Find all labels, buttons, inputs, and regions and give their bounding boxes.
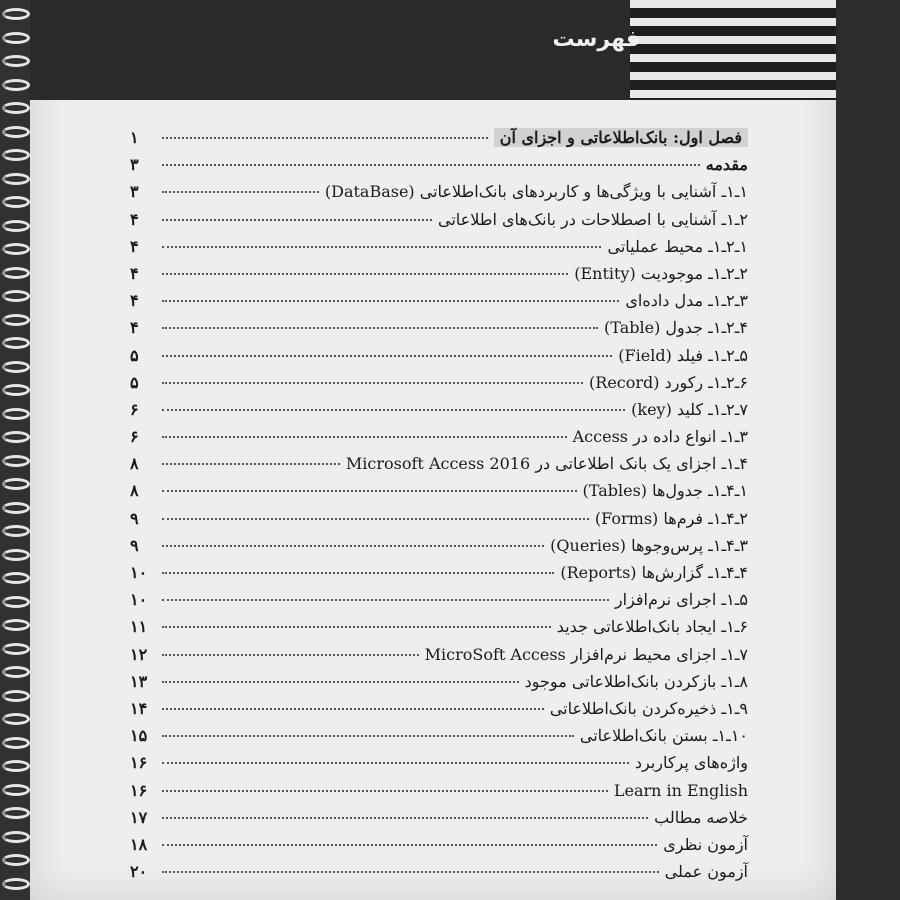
toc-entry-title: ۳ـ۴ـ۱ـ پرس‌وجوها (Queries): [550, 535, 748, 555]
toc-entry-title: ۴ـ۲ـ۱ـ جدول (Table): [604, 318, 748, 338]
dot-leader: [162, 355, 612, 357]
toc-row: [130, 781, 748, 808]
toc-page-number: ۱۶: [130, 780, 148, 800]
toc-page-number: ۱۶: [130, 753, 148, 773]
dot-leader: [162, 246, 601, 248]
header-stripes: [630, 0, 836, 100]
toc-entry-title: ۱ـ۴ـ۱ـ جدول‌ها (Tables): [582, 481, 748, 501]
binding-coil: [2, 690, 30, 702]
toc-row: [130, 835, 748, 862]
toc-page-number: ۵: [130, 372, 139, 392]
binding-coil: [2, 596, 30, 608]
toc-row: [130, 318, 748, 345]
spiral-binding: [0, 0, 34, 900]
toc-row: [130, 182, 748, 209]
dot-leader: [162, 409, 625, 411]
dot-leader: [162, 572, 554, 574]
toc-row: [130, 346, 748, 373]
toc-row: [130, 645, 748, 672]
toc-page-number: ۸: [130, 454, 139, 474]
binding-coil: [2, 384, 30, 396]
binding-coil: [2, 408, 30, 420]
toc-page-number: ۴: [130, 236, 139, 256]
dot-leader: [162, 219, 432, 221]
binding-coil: [2, 572, 30, 584]
toc-entry-title: مقدمه: [705, 155, 748, 175]
binding-coil: [2, 666, 30, 678]
dot-leader: [162, 844, 657, 846]
toc-page-number: ۱۸: [130, 834, 148, 854]
binding-coil: [2, 807, 30, 819]
toc-page-number: ۱۳: [130, 671, 148, 691]
binding-coil: [2, 173, 30, 185]
binding-coil: [2, 79, 30, 91]
toc-entry-title: ۱۰ـ۱ـ بستن بانک‌اطلاعاتی: [579, 726, 748, 746]
binding-coil: [2, 619, 30, 631]
toc-entry-title: ۲ـ۴ـ۱ـ فرم‌ها (Forms): [594, 508, 748, 528]
toc-page-number: ۶: [130, 427, 139, 447]
toc-row: [130, 699, 748, 726]
toc-entry-title: ۱ـ۲ـ۱ـ محیط عملیاتی: [607, 236, 748, 256]
toc-row: [130, 509, 748, 536]
toc-row: [130, 672, 748, 699]
binding-coil: [2, 55, 30, 67]
toc-page-number: ۱۲: [130, 644, 148, 664]
toc-page-number: ۲۰: [130, 862, 148, 882]
dot-leader: [162, 817, 648, 819]
toc-page-number: ۱۰: [130, 563, 148, 582]
toc-page-number: ۴: [130, 318, 139, 338]
toc-row: [130, 210, 748, 237]
binding-coil: [2, 196, 30, 208]
toc-entry-title: ۲ـ۲ـ۱ـ موجودیت (Entity): [574, 263, 748, 283]
toc-row: [130, 427, 748, 454]
toc-entry-title: ۵ـ۱ـ اجرای نرم‌افزار: [614, 590, 748, 610]
table-of-contents: [130, 128, 748, 889]
binding-coil: [2, 361, 30, 373]
binding-coil: [2, 126, 30, 138]
binding-coil: [2, 713, 30, 725]
dot-leader: [162, 871, 659, 873]
toc-entry-title: ۳ـ۱ـ انواع داده در Access: [572, 427, 748, 447]
binding-coil: [2, 267, 30, 279]
header-band: [30, 0, 836, 100]
dot-leader: [162, 191, 319, 193]
binding-coil: [2, 854, 30, 866]
toc-page-number: ۴: [130, 291, 139, 311]
dot-leader: [162, 708, 544, 710]
binding-coil: [2, 760, 30, 772]
toc-entry-title: ۷ـ۱ـ اجزای محیط نرم‌افزار MicroSoft Access: [424, 644, 748, 664]
dot-leader: [162, 626, 551, 628]
dot-leader: [162, 599, 609, 601]
toc-row: [130, 454, 748, 481]
dot-leader: [162, 300, 619, 302]
toc-row: [130, 563, 748, 590]
toc-page-number: ۱۷: [130, 807, 148, 827]
dot-leader: [162, 654, 419, 656]
toc-entry-title: ۸ـ۱ـ بازکردن بانک‌اطلاعاتی موجود: [524, 671, 748, 691]
binding-coil: [2, 32, 30, 44]
toc-entry-title: ۴ـ۴ـ۱ـ گزارش‌ها (Reports): [560, 563, 748, 582]
toc-row: [130, 481, 748, 508]
dot-leader: [162, 382, 583, 384]
toc-entry-title: خلاصه مطالب: [654, 807, 748, 827]
toc-page-number: ۱۴: [130, 698, 148, 718]
binding-coil: [2, 643, 30, 655]
binding-coil: [2, 831, 30, 843]
binding-coil: [2, 737, 30, 749]
binding-coil: [2, 149, 30, 161]
toc-entry-title: ۹ـ۱ـ ذخیره‌کردن بانک‌اطلاعاتی: [549, 698, 748, 718]
toc-page-number: ۳: [130, 182, 139, 202]
binding-coil: [2, 243, 30, 255]
toc-entry-title: ۶ـ۱ـ ایجاد بانک‌اطلاعاتی جدید: [556, 617, 748, 637]
toc-page-number: ۱۵: [130, 726, 148, 746]
dot-leader: [162, 273, 568, 275]
toc-entry-title: Learn in English: [613, 780, 748, 800]
document-page: [30, 0, 836, 900]
toc-row: [130, 590, 748, 617]
toc-row: [130, 373, 748, 400]
binding-coil: [2, 102, 30, 114]
dot-leader: [162, 735, 574, 737]
dot-leader: [162, 164, 700, 166]
binding-coil: [2, 290, 30, 302]
toc-page-number: ۹: [130, 508, 139, 528]
page-title: فهرست: [552, 27, 640, 52]
binding-coil: [2, 431, 30, 443]
dot-leader: [162, 327, 598, 329]
toc-entry-title: واژه‌های پرکاربرد: [634, 753, 748, 773]
toc-page-number: ۶: [130, 399, 139, 419]
dot-leader: [162, 545, 544, 547]
toc-row: [130, 726, 748, 753]
toc-entry-title: ۱ـ۱ـ آشنایی با ویژگی‌ها و کاربردهای بانک‌اطلاعاتی (DataBase): [324, 182, 748, 202]
binding-coil: [2, 314, 30, 326]
toc-row: [130, 753, 748, 780]
toc-entry-title: ۶ـ۲ـ۱ـ رکورد (Record): [589, 372, 748, 392]
toc-entry-title: ۵ـ۲ـ۱ـ فیلد (Field): [618, 345, 748, 365]
binding-coil: [2, 455, 30, 467]
dot-leader: [162, 463, 340, 465]
toc-page-number: ۱۰: [130, 590, 148, 610]
binding-coil: [2, 8, 30, 20]
toc-page-number: ۹: [130, 535, 139, 555]
binding-coil: [2, 549, 30, 561]
toc-page-number: ۴: [130, 209, 139, 229]
toc-entry-title: ۲ـ۱ـ آشنایی با اصطلاحات در بانک‌های اطلاعاتی: [437, 209, 748, 229]
dot-leader: [162, 790, 608, 792]
binding-coil: [2, 337, 30, 349]
toc-page-number: ۳: [130, 155, 139, 175]
binding-coil: [2, 525, 30, 537]
toc-row: [130, 808, 748, 835]
toc-page-number: ۵: [130, 345, 139, 365]
toc-row: [130, 862, 748, 889]
toc-page-number: ۸: [130, 481, 139, 501]
toc-entry-title: فصل اول: بانک‌اطلاعاتی و اجزای آن: [494, 128, 748, 147]
binding-coil: [2, 220, 30, 232]
binding-coil: [2, 784, 30, 796]
toc-page-number: ۴: [130, 263, 139, 283]
dot-leader: [162, 436, 567, 438]
toc-page-number: ۱: [130, 128, 139, 147]
toc-entry-title: ۷ـ۲ـ۱ـ کلید (key): [631, 399, 748, 419]
toc-entry-title: آزمون عملی: [664, 862, 748, 882]
dot-leader: [162, 490, 577, 492]
toc-entry-title: ۴ـ۱ـ اجزای یک بانک اطلاعاتی در Microsoft Access 2016: [345, 454, 748, 474]
toc-row: [130, 617, 748, 644]
toc-entry-title: آزمون نظری: [663, 834, 748, 854]
toc-row: [130, 291, 748, 318]
dot-leader: [162, 681, 519, 683]
binding-coil: [2, 878, 30, 890]
toc-row: [130, 237, 748, 264]
binding-coil: [2, 502, 30, 514]
binding-coil: [2, 478, 30, 490]
toc-row: [130, 155, 748, 182]
dot-leader: [162, 137, 488, 139]
dot-leader: [162, 762, 629, 764]
toc-row: [130, 536, 748, 563]
toc-entry-title: ۳ـ۲ـ۱ـ مدل داده‌ای: [625, 291, 748, 311]
toc-row: [130, 128, 748, 155]
dot-leader: [162, 518, 589, 520]
toc-row: [130, 400, 748, 427]
toc-row: [130, 264, 748, 291]
toc-page-number: ۱۱: [130, 617, 148, 637]
